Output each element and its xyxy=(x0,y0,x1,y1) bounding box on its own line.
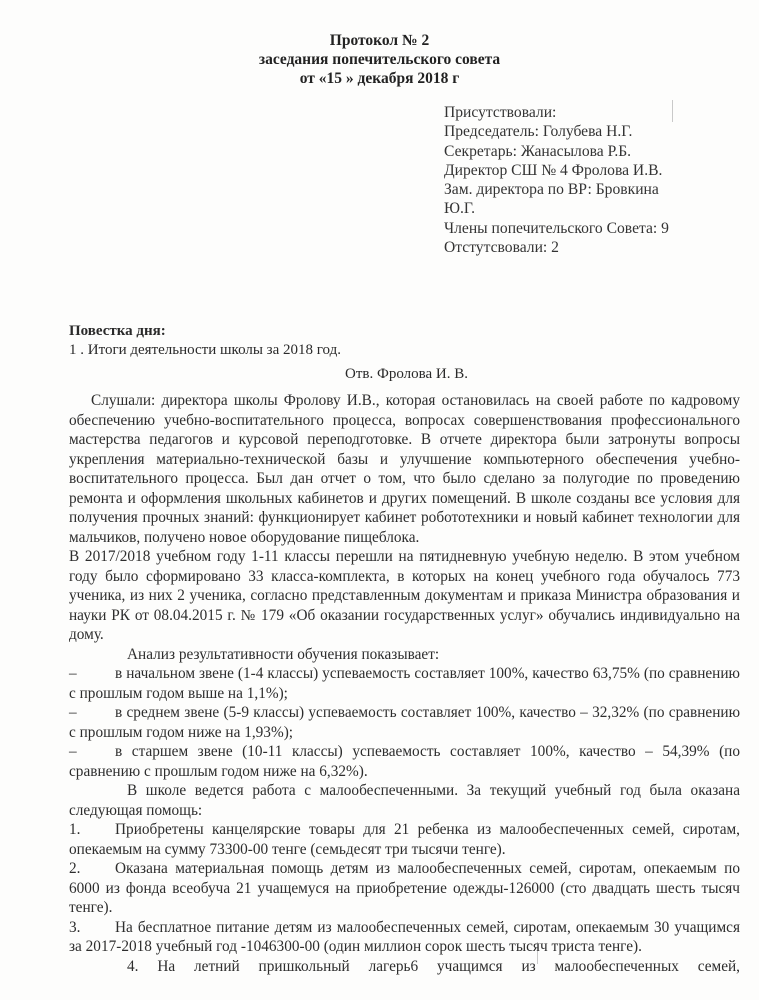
analysis-item-text: в начальном звене (1-4 классы) успеваемость составляет 100%, качество 63,75% (по сравнению с прошлым годом выше на 1,1%); xyxy=(69,665,740,702)
dash-marker: – xyxy=(69,704,77,721)
document-subtitle: заседания попечительского совета xyxy=(258,51,501,68)
attendee-line: Председатель: Голубева Н.Г. xyxy=(444,123,633,141)
dash-marker: – xyxy=(69,665,77,682)
analysis-item-text: в старшем звене (10-11 классы) успеваемость составляет 100%, качество – 54,39% (по сравнению с прошлым годом ниже на 6,32%). xyxy=(69,743,740,780)
minutes-body xyxy=(69,391,740,976)
support-item-text: На бесплатное питание детям из малообеспеченных семей, сиротам, опекаемым 30 учащимся за 2017-2018 учебный год -1046300-00 (один миллион сорок шесть тысяч триста тенге). xyxy=(69,918,740,955)
agenda-heading: Повестка дня: xyxy=(69,323,166,339)
support-item-text: Приобретены канцелярские товары для 21 ребенка из малообеспеченных семей, сиротам, опекаемым на сумму 73300-00 тенге (семьдесят три тысячи тенге). xyxy=(69,821,740,858)
attendee-line: Директор СШ № 4 Фролова И.В. xyxy=(444,161,663,179)
agenda-responsible: Отв. Фролова И. В. xyxy=(345,366,468,382)
number-marker: 1. xyxy=(69,821,81,838)
attendees-heading: Присутствовали: xyxy=(444,104,557,121)
paragraph-school-year: В 2017/2018 учебном году 1-11 классы перешли на пятидневную учебную неделю. В этом учебном году было сформировано 33 класса-комплекта, в которых на конец учебного года обучалось 773 ученика, из них 2 ученика, согласно представленным документам и приказа Министра образования и науки РК от 08.04.2015 г. № 179 «Об оказании государственных услуг» обучались индивидуально на дому. xyxy=(69,548,740,643)
analysis-item-text: в среднем звене (5-9 классы) успеваемость составляет 100%, качество – 32,32% (по сравнению с прошлым годом ниже на 1,93%); xyxy=(69,704,740,741)
analysis-item xyxy=(69,742,740,781)
analysis-intro: Анализ результативности обучения показывает: xyxy=(127,645,440,663)
analysis-item xyxy=(69,664,740,703)
agenda-section xyxy=(69,322,749,384)
attendee-line: Ю.Г. xyxy=(444,200,476,218)
support-intro: В школе ведется работа с малообеспеченными. За текущий учебный год была оказана следующая помощь: xyxy=(69,782,740,819)
analysis-item xyxy=(69,703,740,742)
document-header xyxy=(0,31,759,88)
attendee-line: Члены попечительского Совета: 9 xyxy=(444,219,669,237)
document-date: от «15 » декабря 2018 г xyxy=(299,70,460,87)
attendee-line: Секретарь: Жанасылова Р.Б. xyxy=(444,142,632,160)
support-item xyxy=(69,820,740,859)
agenda-item: 1 . Итоги деятельности школы за 2018 год. xyxy=(69,342,341,358)
attendees-block xyxy=(444,103,744,257)
dash-marker: – xyxy=(69,743,77,760)
attendee-line: Отстутсвовали: 2 xyxy=(444,239,559,257)
number-marker: 2. xyxy=(69,860,81,877)
attendee-line: Зам. директора по ВР: Бровкина xyxy=(444,181,659,199)
support-item xyxy=(69,918,740,957)
number-marker: 3. xyxy=(69,918,81,936)
support-item xyxy=(69,859,740,918)
paragraph-heard: Слушали: директора школы Фролову И.В., которая остановилась на своей работе по кадровому обеспечению учебно-воспитательного процесса, вопросах совершенствования профессионального мастерства педагогов и курсовой переподготовке. В отчете директора были затронуты вопросы укрепления материально-технической базы и улучшение компьютерного обеспечения учебно-воспитательного процесса. Был дан отчет о том, что было сделано за полугодие по проведению ремонта и оформления школьных кабинетов и других помещений. В школе созданы все условия для получения прочных знаний: функционирует кабинет робототехники и новый кабинет технологии для мальчиков, получено новое оборудование пищеблока. xyxy=(69,392,740,546)
support-item-4: 4. На летний пришкольный лагерь6 учащимся из малообеспеченных семей, xyxy=(127,957,740,975)
document-title: Протокол № 2 xyxy=(329,32,430,49)
support-item-text: Оказана материальная помощь детям из малообеспеченных семей, сиротам, опекаемым по 6000 из фонда всеобуча 21 учащемуся на приобретение одежды-126000 (сто двадцать шесть тысяч тенге). xyxy=(69,860,740,916)
